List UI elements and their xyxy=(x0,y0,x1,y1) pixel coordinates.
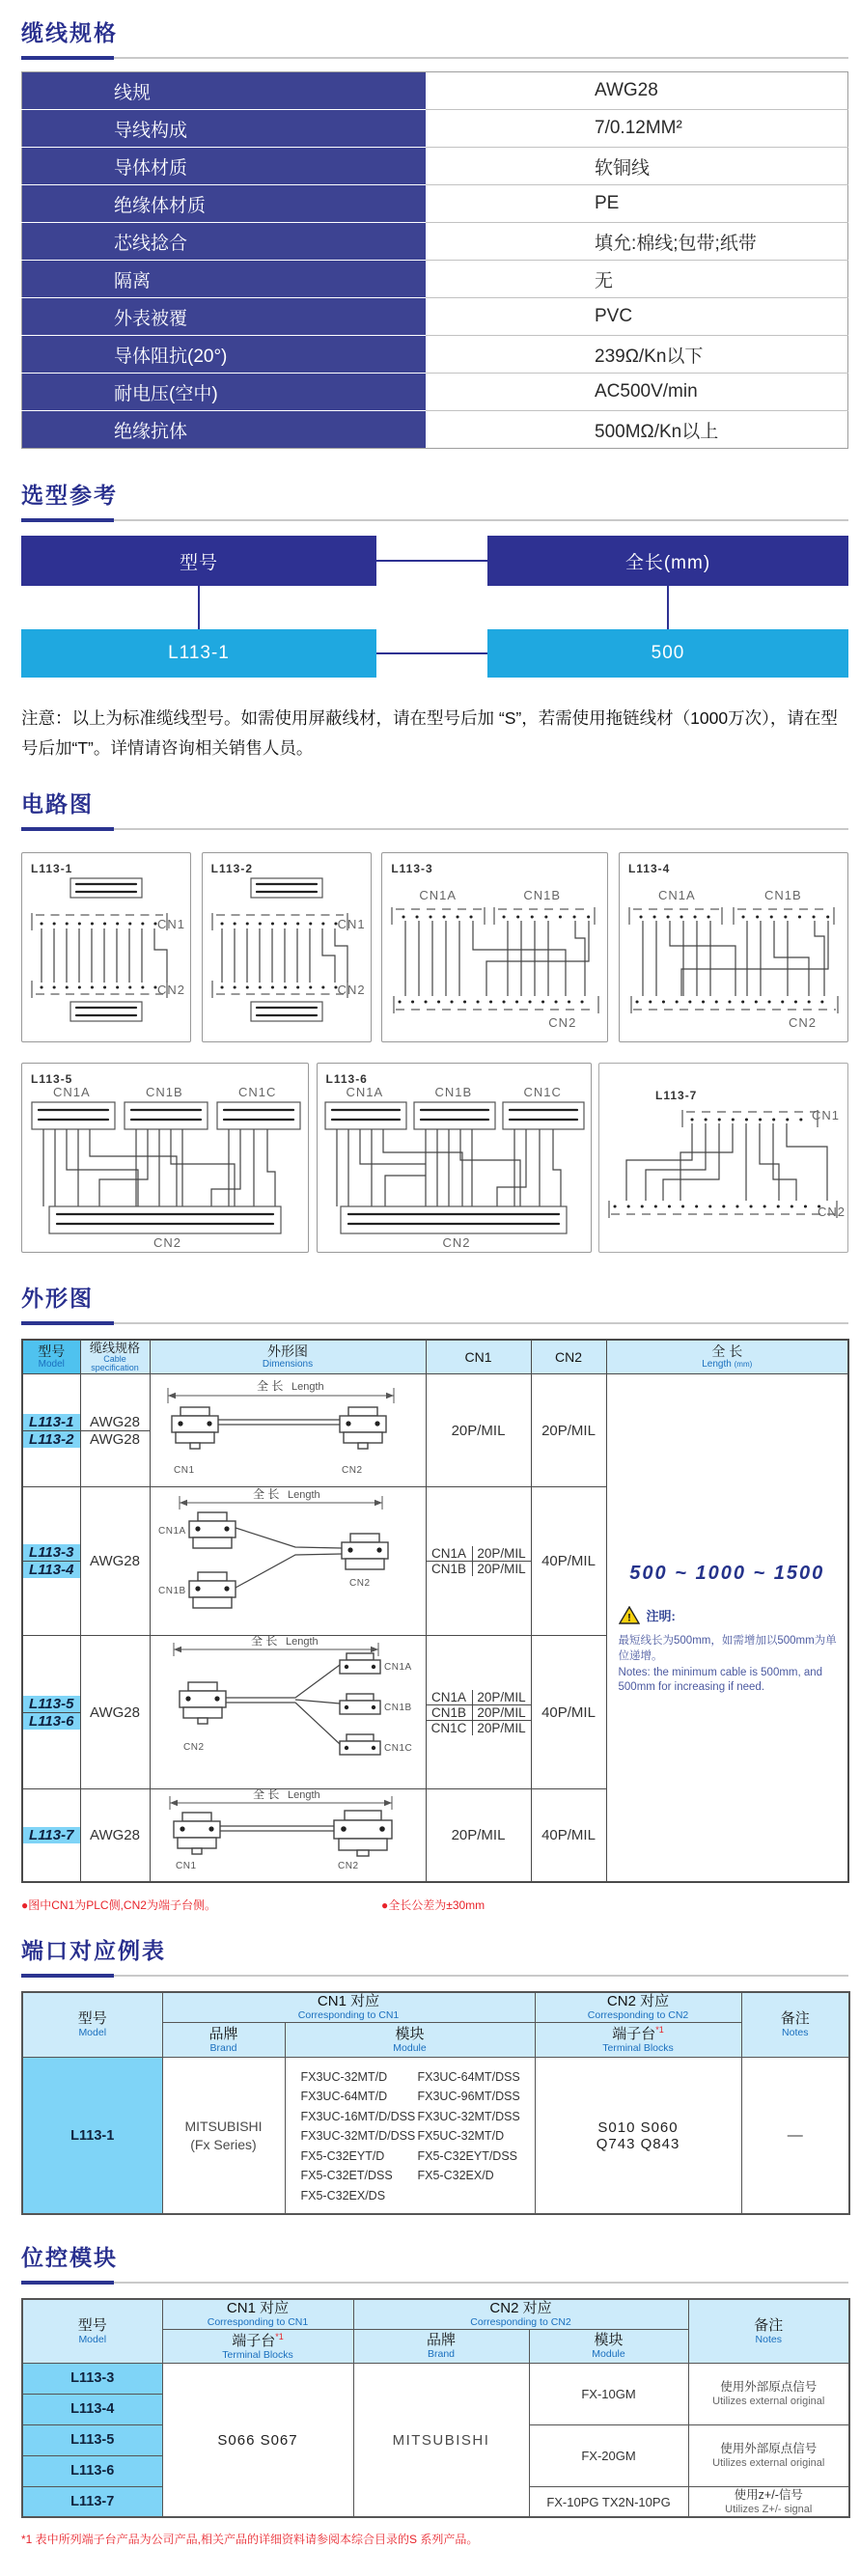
model-col xyxy=(22,1487,80,1636)
notice-cn: 最短线长为500mm，如需增加以500mm为单位递增。 xyxy=(618,1635,837,1663)
svg-text:CN1C: CN1C xyxy=(383,1743,412,1755)
brand-cell: MITSUBISHI xyxy=(353,2363,529,2517)
svg-text:全 长: 全 长 xyxy=(256,1379,283,1394)
model-value-box: L113-1 xyxy=(21,629,376,678)
table-row xyxy=(22,336,848,374)
title-rule xyxy=(21,1321,848,1325)
connector-label-cn2: CN2 xyxy=(156,983,185,998)
connector-label-cn2: CN2 xyxy=(548,1015,577,1031)
notes-cell: 使用z+/-信号 Utilizes Z+/- signal xyxy=(688,2486,849,2517)
ports-body-row xyxy=(22,2057,849,2214)
svg-text:CN1B: CN1B xyxy=(157,1586,186,1597)
spec-label: 外表被覆 xyxy=(22,298,427,336)
circuit-panel-l113-1 xyxy=(21,852,191,1042)
svg-text:Length: Length xyxy=(287,1489,320,1502)
module-cell: FX-10PG TX2N-10PG xyxy=(529,2486,688,2517)
spec-value: AC500V/min xyxy=(426,374,848,411)
circuit-panel-l113-3 xyxy=(381,852,608,1042)
svg-text:CN1: CN1 xyxy=(173,1465,195,1477)
connector-label-cn1b: CN1B xyxy=(523,888,561,903)
terminal-blocks-cell: S010 S060 Q743 Q843 xyxy=(535,2057,741,2214)
spec-value: AWG28 xyxy=(426,72,848,110)
cn1-subrow: CN1B 20P/MIL xyxy=(427,1705,531,1721)
cn1-cell: 20P/MIL xyxy=(426,1789,531,1883)
notice-mark: 注明: xyxy=(646,1609,676,1624)
modules-row-l113-3 xyxy=(22,2363,849,2394)
connector-label-cn2: CN2 xyxy=(442,1235,471,1251)
svg-text:全 长: 全 长 xyxy=(252,1487,279,1502)
table-row xyxy=(22,110,848,148)
modules-footnote: *1 表中所列端子台产品为公司产品,相关产品的详细资料请参阅本综合目录的S 系列产品。 xyxy=(21,2533,479,2547)
connector-line xyxy=(667,586,669,629)
header-model: 型号 Model xyxy=(22,1992,162,2057)
length-label-box: 全长(mm) xyxy=(487,536,848,586)
circuit-panel-l113-2 xyxy=(202,852,372,1042)
connector-label-cn1a: CN1A xyxy=(53,1085,91,1100)
ports-table xyxy=(21,1991,850,2215)
notes-cell: — xyxy=(741,2057,849,2214)
spec-label: 导体材质 xyxy=(22,148,427,185)
model-cell: L113-4 xyxy=(22,2394,162,2424)
circuit-row-1 xyxy=(21,852,848,1042)
cn2-cell: 40P/MIL xyxy=(531,1487,606,1636)
warning-icon xyxy=(619,1606,640,1624)
spec-label: 导线构成 xyxy=(22,110,427,148)
cn1-cell: 20P/MIL xyxy=(426,1374,531,1487)
section-circuit xyxy=(21,787,848,1253)
outline-footnotes xyxy=(21,1897,848,1912)
spec-value: 无 xyxy=(426,261,848,298)
svg-text:CN1B: CN1B xyxy=(383,1703,412,1714)
header-brand: 品牌 Brand xyxy=(353,2329,529,2363)
header-cable-spec: 缆线规格 Cable specification xyxy=(80,1340,150,1374)
section-modules xyxy=(21,2240,848,2547)
connector-label-cn1: CN1 xyxy=(156,917,185,932)
circuit-panel-l113-6 xyxy=(317,1063,592,1253)
svg-text:!: ! xyxy=(626,1612,631,1624)
length-range: 500 ~ 1000 ~ 1500 xyxy=(629,1563,825,1585)
cn1-subrow: CN1B 20P/MIL xyxy=(427,1562,531,1576)
section-title-circuit: 电路图 xyxy=(21,791,94,817)
svg-text:全 长: 全 长 xyxy=(250,1636,277,1648)
connector-label-cn1: CN1 xyxy=(337,917,366,932)
rule-accent xyxy=(21,1974,114,1978)
circuit-title: L113-5 xyxy=(31,1072,73,1087)
model-cell: L113-3 xyxy=(23,1544,80,1562)
spec-value: 填允:棉线;包带;纸带 xyxy=(426,223,848,261)
modules-table xyxy=(21,2298,850,2518)
dimension-drawing-3 xyxy=(150,1636,426,1789)
rule-line xyxy=(114,2282,848,2284)
circuit-title: L113-3 xyxy=(391,862,433,876)
header-cn2: CN2 xyxy=(531,1340,606,1374)
selection-note: 注意：以上为标准缆线型号。如需使用屏蔽线材，请在型号后加 “S”，若需使用拖链线材（1000万次），请在型号后加“T”。详情请咨询相关销售人员。 xyxy=(21,708,838,759)
spec-label: 导体阻抗(20°) xyxy=(22,336,427,374)
section-ports xyxy=(21,1933,848,2215)
ports-header-row-1 xyxy=(22,1992,849,2022)
cn1-subrow: CN1A 20P/MIL xyxy=(427,1546,531,1562)
cn1-subrow: CN1C 20P/MIL xyxy=(427,1721,531,1735)
connector-label-cn1c: CN1C xyxy=(523,1085,562,1100)
connector-label-cn1b: CN1B xyxy=(763,888,802,903)
table-row xyxy=(22,411,848,449)
rule-line xyxy=(114,828,848,830)
rule-accent xyxy=(21,1321,114,1325)
svg-text:CN1A: CN1A xyxy=(383,1662,412,1674)
svg-text:CN1A: CN1A xyxy=(157,1526,186,1537)
rule-accent xyxy=(21,2281,114,2285)
selection-diagram xyxy=(21,536,848,679)
header-module: 模块 Module xyxy=(285,2022,535,2057)
cn2-cell: 40P/MIL xyxy=(531,1636,606,1789)
connector-label-cn2: CN2 xyxy=(153,1235,182,1251)
connector-label-cn2: CN2 xyxy=(788,1015,817,1031)
notes-cell: 使用外部原点信号 Utilizes external original xyxy=(688,2424,849,2486)
header-terminal-blocks: 端子台$^{*1}$ Terminal Blocks xyxy=(162,2329,353,2363)
svg-text:CN1: CN1 xyxy=(175,1861,197,1872)
cable-spec-cell: AWG28 xyxy=(80,1636,150,1789)
header-cn1: CN1 xyxy=(426,1340,531,1374)
model-cell: L113-1 xyxy=(23,1414,80,1431)
title-rule xyxy=(21,56,848,60)
svg-text:全 长: 全 长 xyxy=(252,1789,279,1802)
table-row xyxy=(22,261,848,298)
section-title-modules: 位控模块 xyxy=(21,2245,118,2271)
model-cell: L113-7 xyxy=(22,2486,162,2517)
spec-label: 线规 xyxy=(22,72,427,110)
circuit-drawing xyxy=(382,853,606,1040)
cn2-cell: 40P/MIL xyxy=(531,1789,606,1883)
circuit-title: L113-6 xyxy=(325,1072,368,1087)
rule-line xyxy=(114,57,848,59)
svg-text:Length: Length xyxy=(285,1636,319,1648)
spec-col xyxy=(80,1374,150,1487)
footnote-right: ●全长公差为±30mm xyxy=(381,1898,485,1913)
model-cell: L113-6 xyxy=(23,1713,80,1730)
modules-header-row-1 xyxy=(22,2299,849,2329)
connector-line xyxy=(376,652,487,654)
spec-label: 芯线捻合 xyxy=(22,223,427,261)
table-row xyxy=(22,223,848,261)
rule-line xyxy=(114,519,848,521)
rule-line xyxy=(114,1975,848,1977)
header-model: 型号 Model xyxy=(22,2299,162,2363)
table-row xyxy=(22,72,848,110)
dimension-drawing-1 xyxy=(150,1374,426,1487)
notes-cell: 使用外部原点信号 Utilizes external original xyxy=(688,2363,849,2424)
svg-text:Length: Length xyxy=(291,1381,324,1394)
circuit-panel-l113-5 xyxy=(21,1063,309,1253)
spec-value: PE xyxy=(426,185,848,223)
table-row xyxy=(22,374,848,411)
svg-text:CN2: CN2 xyxy=(341,1465,363,1477)
rule-accent xyxy=(21,827,114,831)
cn2-cell: 20P/MIL xyxy=(531,1374,606,1487)
spec-value: 239Ω/Kn以下 xyxy=(426,336,848,374)
title-rule xyxy=(21,1974,848,1978)
header-module: 模块 Module xyxy=(529,2329,688,2363)
length-value-box: 500 xyxy=(487,629,848,678)
circuit-title: L113-7 xyxy=(655,1089,698,1103)
model-cell: L113-2 xyxy=(23,1431,80,1448)
terminal-blocks-cell: S066 S067 xyxy=(162,2363,353,2517)
spec-value: 软铜线 xyxy=(426,148,848,185)
brand-cell: MITSUBISHI (Fx Series) xyxy=(162,2057,285,2214)
svg-text:CN2: CN2 xyxy=(337,1861,359,1872)
title-rule xyxy=(21,518,848,522)
circuit-drawing xyxy=(22,853,189,1040)
cable-spec-table xyxy=(21,71,848,449)
svg-text:CN2: CN2 xyxy=(348,1578,371,1590)
header-dimensions: 外形图 Dimensions xyxy=(150,1340,426,1374)
outline-table xyxy=(21,1339,849,1883)
model-cell: L113-1 xyxy=(22,2057,162,2214)
module-cell: FX-10GM xyxy=(529,2363,688,2424)
circuit-title: L113-4 xyxy=(627,862,671,876)
outline-header-row xyxy=(22,1340,848,1374)
model-cell: L113-6 xyxy=(22,2455,162,2486)
section-title-ports: 端口对应例表 xyxy=(21,1938,166,1964)
cable-spec-cell: AWG28 xyxy=(90,1430,140,1448)
model-col xyxy=(22,1374,80,1487)
section-title-spec: 缆线规格 xyxy=(21,20,118,45)
connector-label-cn2: CN2 xyxy=(817,1205,846,1220)
spec-value: PVC xyxy=(426,298,848,336)
module-cell: FX-20GM xyxy=(529,2424,688,2486)
footnote-left: ●图中CN1为PLC侧,CN2为端子台侧。 xyxy=(21,1898,216,1913)
connector-line xyxy=(376,560,487,562)
connector-label-cn1c: CN1C xyxy=(238,1085,277,1100)
connector-label-cn2: CN2 xyxy=(337,983,366,998)
connector-line xyxy=(198,586,200,629)
connector-label-cn1a: CN1A xyxy=(657,888,696,903)
cable-spec-cell: AWG28 xyxy=(80,1789,150,1883)
connector-label-cn1b: CN1B xyxy=(146,1085,183,1100)
rule-accent xyxy=(21,518,114,522)
circuit-panel-l113-7 xyxy=(598,1063,848,1253)
model-col xyxy=(22,1636,80,1789)
section-cable-spec xyxy=(21,15,848,449)
spec-label: 隔离 xyxy=(22,261,427,298)
circuit-title: L113-1 xyxy=(31,862,73,876)
table-row xyxy=(22,298,848,336)
circuit-drawing xyxy=(203,853,370,1040)
cable-spec-cell: AWG28 xyxy=(80,1487,150,1636)
cn1-subrow: CN1A 20P/MIL xyxy=(427,1690,531,1705)
svg-text:CN2: CN2 xyxy=(182,1742,205,1754)
rule-accent xyxy=(21,56,114,60)
model-label-box: 型号 xyxy=(21,536,376,586)
model-cell: L113-4 xyxy=(23,1562,80,1578)
connector-label-cn1a: CN1A xyxy=(419,888,457,903)
circuit-row-2 xyxy=(21,1063,848,1253)
title-rule xyxy=(21,827,848,831)
header-model: 型号 Model xyxy=(22,1340,80,1374)
module-list-cell: FX3UC-32MT/D FX3UC-64MT/DSS FX3UC-64MT/D FX3UC-96MT/DSS FX3UC-16MT/D/DSS FX3UC-32MT/DSS FX3UC-32MT/D/DSS FX5UC-32MT/D FX5-C32EYT/D FX5-C32EYT/DSS FX5-C32ET/DSS FX5-C32EX/D FX5-C32EX/DS xyxy=(285,2057,535,2214)
table-row xyxy=(22,148,848,185)
circuit-drawing xyxy=(620,853,846,1040)
header-cn2-group: CN2 对应 Corresponding to CN2 xyxy=(353,2299,688,2329)
spec-label: 绝缘抗体 xyxy=(22,411,427,449)
model-col xyxy=(22,1789,80,1883)
connector-label-cn1: CN1 xyxy=(811,1108,840,1123)
section-selection xyxy=(21,478,848,763)
circuit-drawing xyxy=(599,1064,846,1251)
header-cn1-group: CN1 对应 Corresponding to CN1 xyxy=(162,1992,535,2022)
header-length: 全 长 Length (mm) xyxy=(606,1340,848,1374)
spec-value: 500MΩ/Kn以上 xyxy=(595,421,719,442)
connector-label-cn1a: CN1A xyxy=(346,1085,384,1100)
header-cn2-group: CN2 对应 Corresponding to CN2 xyxy=(535,1992,741,2022)
circuit-title: L113-2 xyxy=(210,862,254,876)
model-cell: L113-3 xyxy=(22,2363,162,2394)
spec-label: 耐电压(空中) xyxy=(22,374,427,411)
cn1-col xyxy=(426,1636,531,1789)
header-cn1-group: CN1 对应 Corresponding to CN1 xyxy=(162,2299,353,2329)
circuit-panel-l113-4 xyxy=(619,852,848,1042)
length-notice xyxy=(619,1606,841,1695)
header-terminal-blocks: 端子台$^{*1}$ Terminal Blocks xyxy=(535,2022,741,2057)
model-cell: L113-5 xyxy=(23,1696,80,1713)
model-cell: L113-5 xyxy=(22,2424,162,2455)
svg-text:Length: Length xyxy=(287,1789,320,1802)
model-cell: L113-7 xyxy=(23,1827,80,1843)
dimension-drawing-2 xyxy=(150,1487,426,1636)
outline-group-1 xyxy=(22,1374,848,1487)
dimension-drawing-4 xyxy=(150,1789,426,1883)
rule-line xyxy=(114,1322,848,1324)
section-title-selection: 选型参考 xyxy=(21,483,118,508)
cn1-col xyxy=(426,1487,531,1636)
title-rule xyxy=(21,2281,848,2285)
section-title-outline: 外形图 xyxy=(21,1286,94,1312)
cable-spec-cell: AWG28 xyxy=(81,1414,150,1431)
spec-label: 绝缘体材质 xyxy=(22,185,427,223)
section-outline xyxy=(21,1281,848,1912)
table-row xyxy=(22,185,848,223)
length-note-cell xyxy=(606,1374,848,1883)
header-notes: 备注 Notes xyxy=(741,1992,849,2057)
spec-value: 7/0.12MM² xyxy=(426,110,848,148)
header-notes: 备注 Notes xyxy=(688,2299,849,2363)
header-brand: 品牌 Brand xyxy=(162,2022,285,2057)
notice-en: Notes: the minimum cable is 500mm, and 500mm for increasing if need. xyxy=(618,1667,823,1694)
connector-label-cn1b: CN1B xyxy=(434,1085,473,1100)
